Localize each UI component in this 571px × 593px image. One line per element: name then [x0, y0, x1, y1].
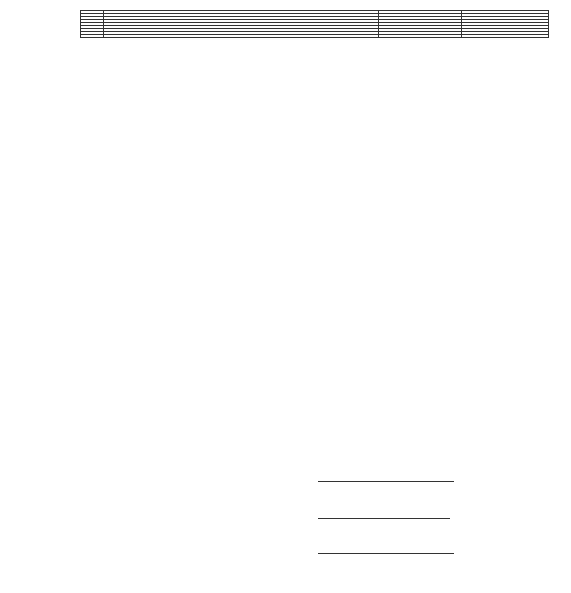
row-number — [81, 35, 104, 38]
safety-requirements-table — [80, 10, 549, 38]
customer-signature-line — [318, 481, 454, 482]
row-description — [104, 35, 379, 38]
table-row — [81, 35, 549, 38]
row-term — [378, 35, 462, 38]
authorized-signature-line — [318, 518, 450, 519]
contractor-signature-line — [318, 553, 454, 554]
row-responsible — [462, 35, 549, 38]
